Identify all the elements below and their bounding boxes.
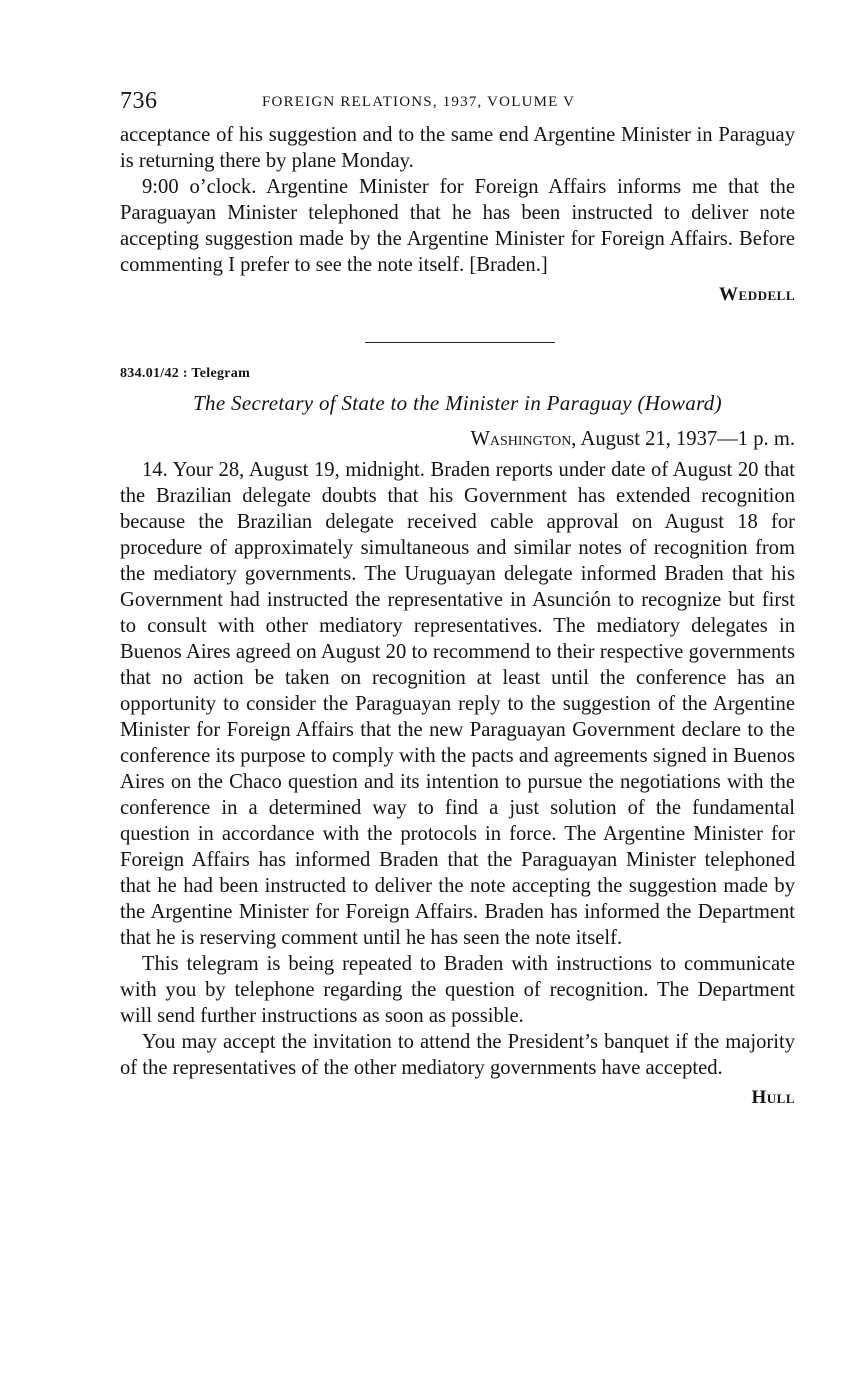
document-heading: The Secretary of State to the Minister in Paraguay (Howard)	[193, 391, 722, 415]
telegram-paragraph-1: 14. Your 28, August 19, midnight. Braden reports under date of August 20 that the Brazilian delegate doubts that his Government has extended recognition because the Brazilian delegate received cable approval on August 18 for procedure of approximately simultaneous and similar notes of recognition from the mediatory governments. The Uruguayan delegate informed Braden that his Government had instructed the representative in Asunción to recognize but first to consult with other mediatory representatives. The mediatory delegates in Buenos Aires agreed on August 20 to recommend to their respective governments that no action be taken on recognition at least until the conference has an opportunity to consider the Paraguayan reply to the suggestion of the Argentine Minister for Foreign Affairs that the new Paraguayan Government declare to the conference its purpose to comply with the pacts and agreements signed in Buenos Aires on the Chaco question and its intention to pursue the negotiations with the conference in a determined way to find a just solution of the fundamental question in accordance with the protocols in force. The Argentine Minister for Foreign Affairs has informed Braden that the Paraguayan Minister telephoned that he had been instructed to deliver the note accepting the suggestion made by the Argentine Minister for Foreign Affairs. Braden has informed the Department that he is reserving comment until he has seen the note itself.	[120, 459, 795, 949]
dateline-date: August 21, 1937—1 p. m.	[580, 428, 795, 450]
signature-weddell: Weddell	[719, 284, 795, 305]
continuation-paragraph-time-entry: 9:00 o’clock. Argentine Minister for Foreign Affairs informs me that the Paraguayan Minister telephoned that he has been instructed to deliver note accepting suggestion made by the Argentine Minister for Foreign Affairs. Before commenting I prefer to see the note itself. [Braden.]	[120, 176, 795, 276]
section-divider	[365, 342, 555, 343]
signature-hull: Hull	[751, 1087, 795, 1108]
running-head	[120, 86, 795, 122]
file-reference: 834.01/42 : Telegram	[120, 366, 251, 381]
running-title: FOREIGN RELATIONS, 1937, VOLUME V	[262, 94, 576, 110]
dateline-place: Washington,	[470, 428, 577, 450]
telegram-paragraph-3: You may accept the invitation to attend the President’s banquet if the majority of the representatives of the other mediatory governments have accepted.	[120, 1031, 795, 1079]
book-page	[120, 86, 795, 1111]
continuation-paragraph: acceptance of his suggestion and to the same end Argentine Minister in Paraguay is returning there by plane Monday.	[120, 124, 795, 172]
telegram-paragraph-2: This telegram is being repeated to Braden with instructions to communicate with you by telephone regarding the question of recognition. The Department will send further instructions as soon as possible.	[120, 953, 795, 1027]
dateline	[120, 425, 795, 453]
telegram-body	[120, 457, 795, 1081]
page-number: 736	[120, 88, 158, 114]
